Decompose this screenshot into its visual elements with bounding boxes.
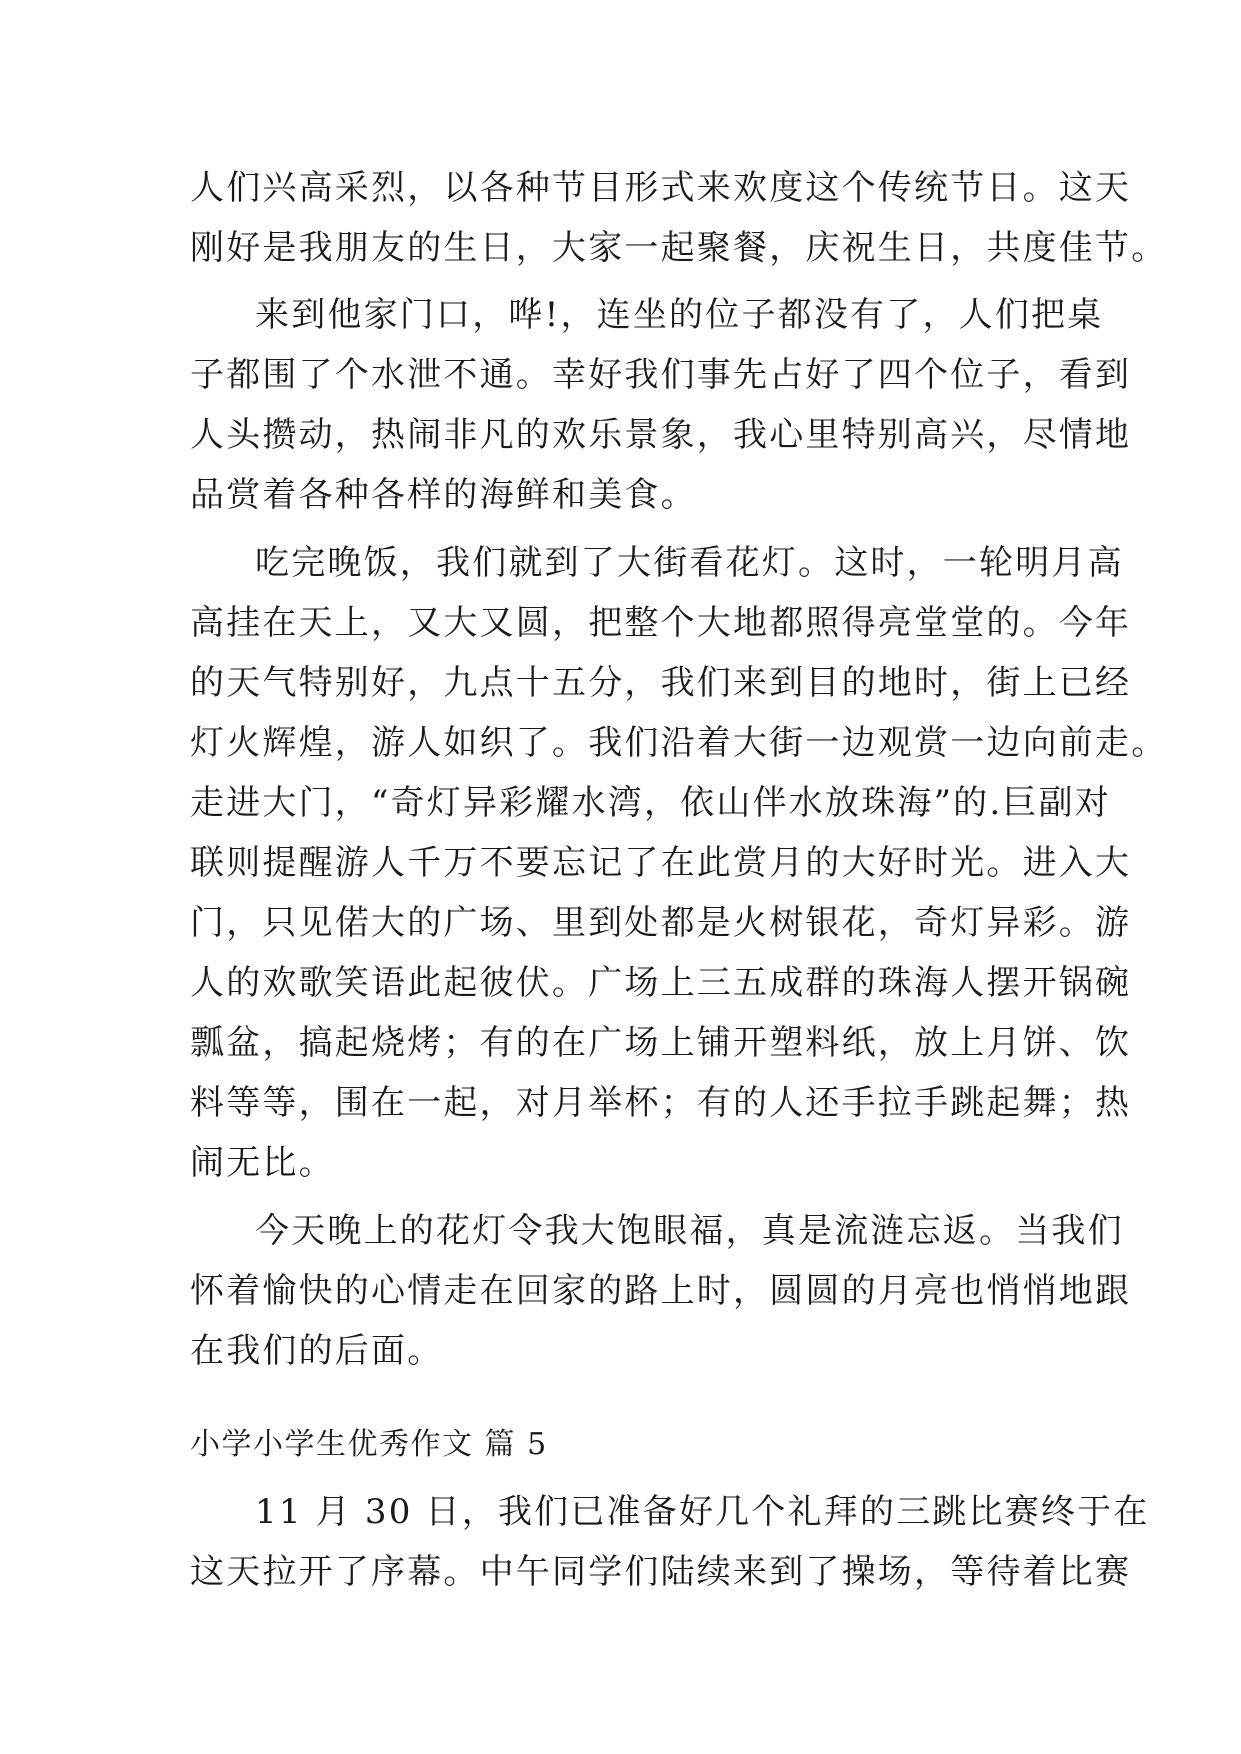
paragraph-line: 的天气特别好，九点十五分，我们来到目的地时，街上已经 [190,663,1132,703]
paragraph-line: 联则提醒游人千万不要忘记了在此赏月的大好时光。进入大 [190,843,1132,883]
paragraph-line: 人的欢歌笑语此起彼伏。广场上三五成群的珠海人摆开锅碗 [190,963,1132,1003]
paragraph-first-line: 11 月 30 日，我们已准备好几个礼拜的三跳比赛终于在 [255,1492,1150,1532]
paragraph-line: 在我们的后面。 [190,1331,444,1371]
paragraph-line: 高挂在天上，又大又圆，把整个大地都照得亮堂堂的。今年 [190,603,1132,643]
paragraph-line: 灯火辉煌，游人如织了。我们沿着大街一边观赏一边向前走。 [190,723,1168,763]
paragraph-line: 子都围了个水泄不通。幸好我们事先占好了四个位子，看到 [190,355,1132,395]
paragraph-line: 品赏着各种各样的海鲜和美食。 [190,475,697,515]
paragraph-first-line: 来到他家门口，哗!，连坐的位子都没有了，人们把桌 [255,295,1104,335]
paragraph-line: 这天拉开了序幕。中午同学们陆续来到了操场，等待着比赛 [190,1552,1132,1592]
paragraph-line: 怀着愉快的心情走在回家的路上时，圆圆的月亮也悄悄地跟 [190,1271,1132,1311]
paragraph-line: 走进大门，“奇灯异彩耀水湾，依山伴水放珠海”的.巨副对 [190,783,1111,823]
paragraph-line: 刚好是我朋友的生日，大家一起聚餐，庆祝生日，共度佳节。 [190,228,1168,268]
paragraph-line: 门，只见偌大的广场、里到处都是火树银花，奇灯异彩。游 [190,903,1132,943]
paragraph-line: 闹无比。 [190,1143,335,1183]
paragraph-line: 瓢盆，搞起烧烤；有的在广场上铺开塑料纸，放上月饼、饮 [190,1023,1132,1063]
paragraph-line: 料等等，围在一起，对月举杯；有的人还手拉手跳起舞；热 [190,1083,1132,1123]
paragraph-first-line: 吃完晚饭，我们就到了大街看花灯。这时，一轮明月高 [255,543,1124,583]
paragraph-line: 人头攒动，热闹非凡的欢乐景象，我心里特别高兴，尽情地 [190,415,1132,455]
section-heading: 小学小学生优秀作文 篇 5 [190,1427,548,1462]
paragraph-line: 人们兴高采烈，以各种节目形式来欢度这个传统节日。这天 [190,168,1132,208]
paragraph-first-line: 今天晚上的花灯令我大饱眼福，真是流涟忘返。当我们 [255,1211,1124,1251]
